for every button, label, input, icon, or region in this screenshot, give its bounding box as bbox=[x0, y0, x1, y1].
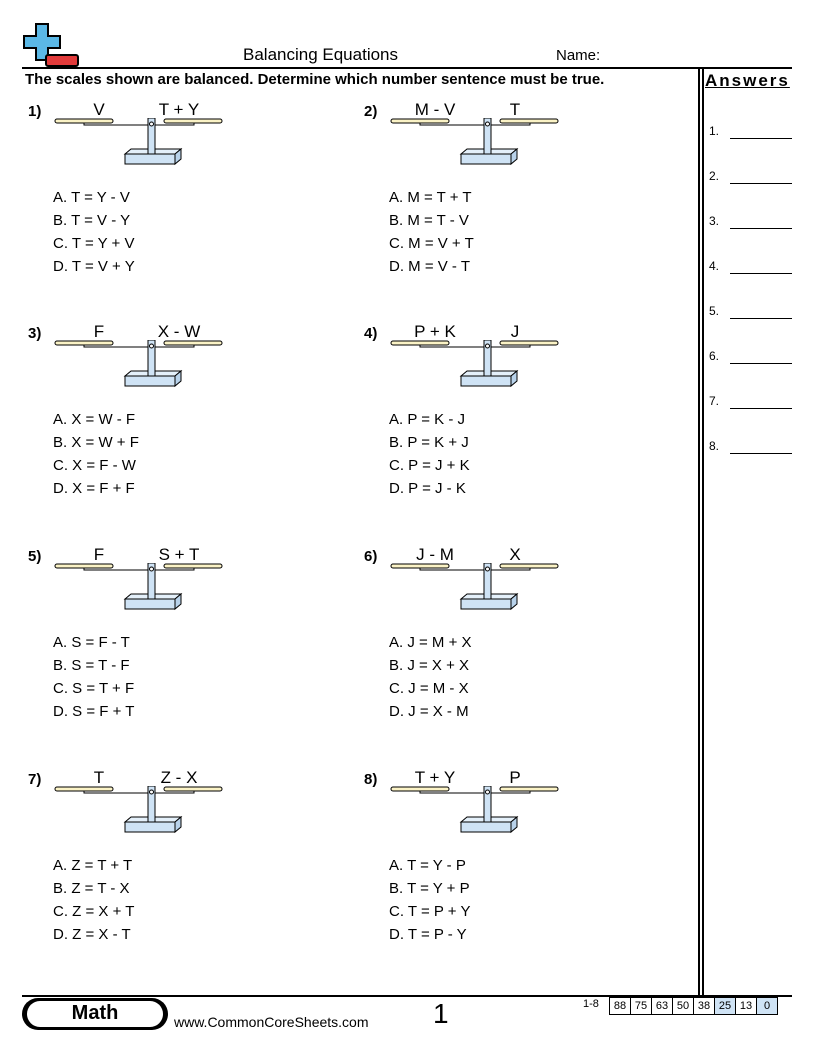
choice-a: A. S = F - T bbox=[53, 634, 130, 651]
answer-blank[interactable] bbox=[730, 183, 792, 184]
problem-5 bbox=[28, 545, 348, 745]
problem-1 bbox=[28, 100, 348, 300]
problem-number: 6) bbox=[364, 548, 378, 565]
choice-c: C. T = Y + V bbox=[53, 235, 135, 252]
choice-d: D. T = V + Y bbox=[53, 258, 135, 275]
right-pan-term: P bbox=[509, 768, 521, 787]
choice-c: C. Z = X + T bbox=[53, 903, 135, 920]
left-pan-term: J - M bbox=[416, 545, 454, 564]
right-pan-term: Z - X bbox=[160, 768, 198, 787]
left-pan-term: V bbox=[93, 100, 105, 119]
problem-number: 4) bbox=[364, 325, 378, 342]
score-range-label: 1-8 bbox=[583, 998, 599, 1010]
answer-label: 8. bbox=[709, 439, 720, 453]
choice-c: C. S = T + F bbox=[53, 680, 135, 697]
right-pan-term: T + Y bbox=[158, 100, 200, 119]
answer-label: 4. bbox=[709, 259, 720, 273]
choice-b: B. M = T - V bbox=[389, 212, 469, 229]
website-link[interactable]: www.CommonCoreSheets.com bbox=[174, 1014, 369, 1030]
choice-c: C. M = V + T bbox=[389, 235, 474, 252]
choice-a: A. J = M + X bbox=[389, 634, 472, 651]
left-pan-term: T bbox=[93, 768, 105, 787]
page-number: 1 bbox=[433, 998, 449, 1029]
left-pan-term: P + K bbox=[414, 322, 456, 341]
score-cell: 38 bbox=[694, 998, 715, 1015]
score-cell: 0 bbox=[757, 998, 778, 1015]
left-pan-term: F bbox=[93, 322, 105, 341]
choice-a: A. Z = T + T bbox=[53, 857, 133, 874]
header-divider bbox=[22, 67, 792, 69]
problem-number: 5) bbox=[28, 548, 42, 565]
choice-c: C. X = F - W bbox=[53, 457, 136, 474]
problem-2 bbox=[364, 100, 684, 300]
answer-label: 7. bbox=[709, 394, 720, 408]
score-cell: 25 bbox=[715, 998, 736, 1015]
problem-number: 2) bbox=[364, 103, 378, 120]
score-table bbox=[609, 997, 778, 1015]
problem-number: 3) bbox=[28, 325, 42, 342]
instructions: The scales shown are balanced. Determine which number sentence must be true. bbox=[25, 71, 605, 88]
problem-4 bbox=[364, 322, 684, 522]
balance-scale bbox=[54, 786, 224, 841]
column-divider bbox=[698, 67, 700, 995]
choice-b: B. T = Y + P bbox=[389, 880, 470, 897]
answer-label: 2. bbox=[709, 169, 720, 183]
score-cell: 13 bbox=[736, 998, 757, 1015]
choice-b: B. S = T - F bbox=[53, 657, 130, 674]
subject-label: Math bbox=[71, 1002, 119, 1024]
choice-c: C. T = P + Y bbox=[389, 903, 471, 920]
balance-scale bbox=[54, 563, 224, 618]
choice-d: D. T = P - Y bbox=[389, 926, 467, 943]
left-pan-term: T + Y bbox=[414, 768, 456, 787]
answer-blank[interactable] bbox=[730, 273, 792, 274]
balance-scale bbox=[54, 340, 224, 395]
score-cell: 88 bbox=[610, 998, 631, 1015]
right-pan-term: T bbox=[509, 100, 521, 119]
page-title: Balancing Equations bbox=[243, 45, 399, 64]
choice-d: D. P = J - K bbox=[389, 480, 466, 497]
answers-title: Answers bbox=[705, 71, 790, 90]
choice-b: B. J = X + X bbox=[389, 657, 470, 674]
score-cell: 50 bbox=[673, 998, 694, 1015]
choice-b: B. Z = T - X bbox=[53, 880, 130, 897]
score-cell: 75 bbox=[631, 998, 652, 1015]
choice-b: B. P = K + J bbox=[389, 434, 469, 451]
answer-blank[interactable] bbox=[730, 408, 792, 409]
name-label: Name: bbox=[556, 47, 601, 64]
problem-8 bbox=[364, 768, 684, 968]
balance-scale bbox=[390, 118, 560, 173]
choice-a: A. M = T + T bbox=[389, 189, 472, 206]
site-logo bbox=[22, 22, 80, 68]
answer-label: 1. bbox=[709, 124, 720, 138]
answer-blank[interactable] bbox=[730, 318, 792, 319]
left-pan-term: F bbox=[93, 545, 105, 564]
problem-3 bbox=[28, 322, 348, 522]
problem-number: 7) bbox=[28, 771, 42, 788]
choice-a: A. P = K - J bbox=[389, 411, 466, 428]
left-pan-term: M - V bbox=[414, 100, 456, 119]
answer-blank[interactable] bbox=[730, 453, 792, 454]
choice-c: C. J = M - X bbox=[389, 680, 469, 697]
choice-c: C. P = J + K bbox=[389, 457, 470, 474]
answer-blank[interactable] bbox=[730, 138, 792, 139]
choice-a: A. T = Y - V bbox=[53, 189, 130, 206]
choice-d: D. M = V - T bbox=[389, 258, 470, 275]
problem-7 bbox=[28, 768, 348, 968]
problem-number: 1) bbox=[28, 103, 42, 120]
balance-scale bbox=[390, 563, 560, 618]
score-cell: 63 bbox=[652, 998, 673, 1015]
choice-d: D. S = F + T bbox=[53, 703, 135, 720]
answer-label: 6. bbox=[709, 349, 720, 363]
answer-blank[interactable] bbox=[730, 228, 792, 229]
choice-a: A. X = W - F bbox=[53, 411, 136, 428]
right-pan-term: S + T bbox=[158, 545, 200, 564]
balance-scale bbox=[390, 786, 560, 841]
right-pan-term: X - W bbox=[157, 322, 201, 341]
balance-scale bbox=[54, 118, 224, 173]
answer-label: 3. bbox=[709, 214, 720, 228]
choice-b: B. T = V - Y bbox=[53, 212, 131, 229]
right-pan-term: X bbox=[509, 545, 521, 564]
problem-6 bbox=[364, 545, 684, 745]
right-pan-term: J bbox=[510, 322, 520, 341]
choice-d: D. X = F + F bbox=[53, 480, 135, 497]
choice-d: D. Z = X - T bbox=[53, 926, 131, 943]
problem-number: 8) bbox=[364, 771, 378, 788]
choice-d: D. J = X - M bbox=[389, 703, 469, 720]
column-divider bbox=[702, 67, 704, 995]
choice-b: B. X = W + F bbox=[53, 434, 139, 451]
choice-a: A. T = Y - P bbox=[389, 857, 466, 874]
answer-label: 5. bbox=[709, 304, 720, 318]
answer-blank[interactable] bbox=[730, 363, 792, 364]
balance-scale bbox=[390, 340, 560, 395]
